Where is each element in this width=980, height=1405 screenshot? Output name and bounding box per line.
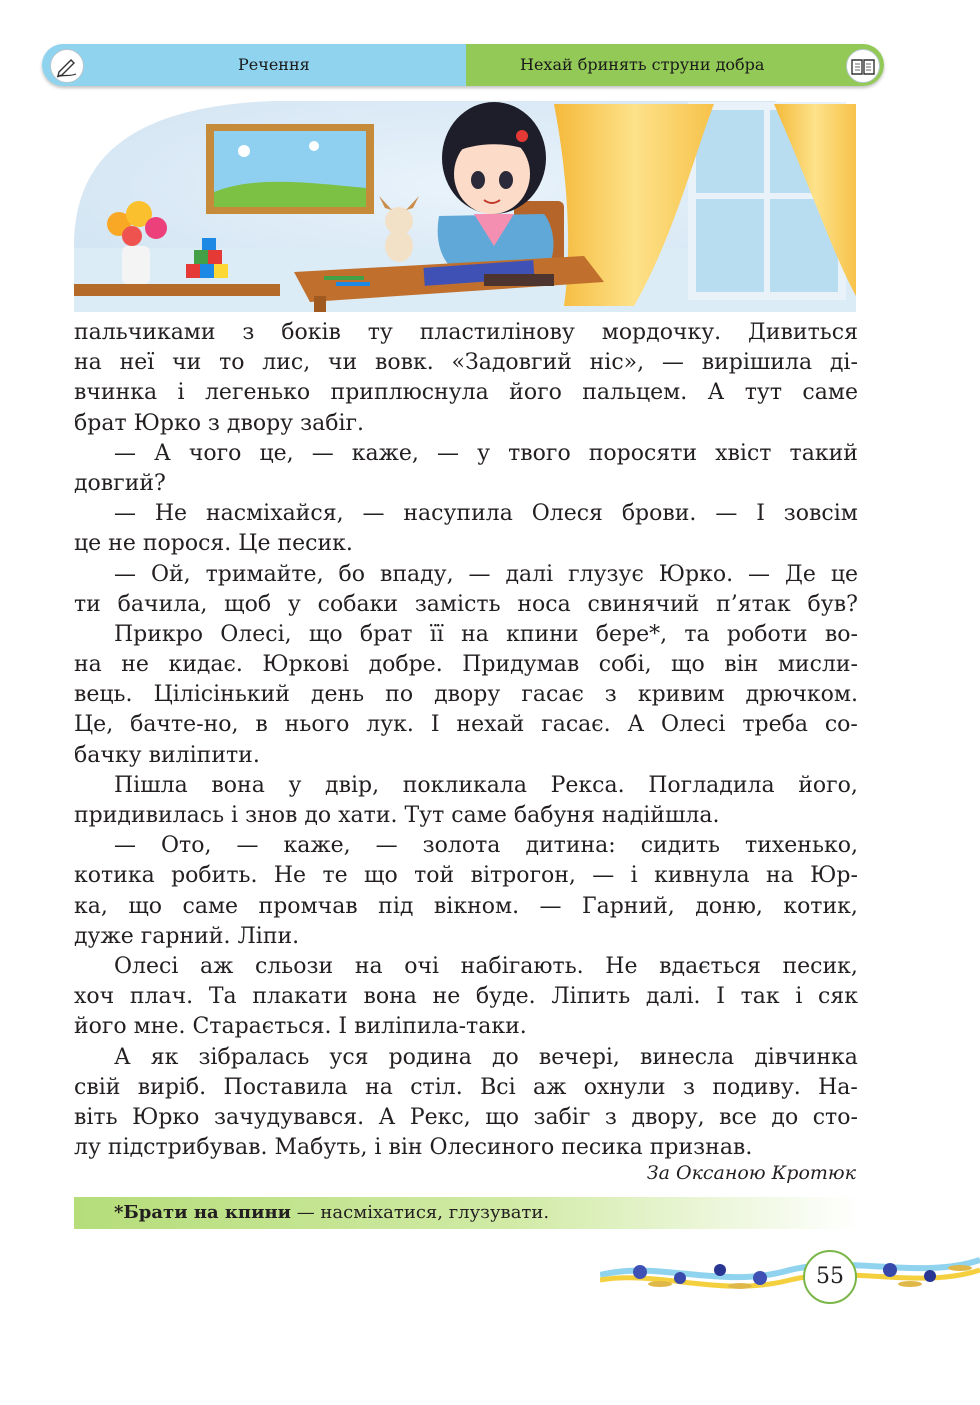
text-line bbox=[74, 348, 858, 378]
word: вітрогон, bbox=[470, 863, 576, 889]
word: Ой, bbox=[150, 561, 191, 587]
word: на bbox=[365, 1074, 393, 1100]
word: її bbox=[429, 621, 444, 647]
word: що bbox=[308, 621, 343, 647]
word: двір, bbox=[325, 772, 380, 798]
word: со- bbox=[824, 712, 858, 738]
word: — bbox=[468, 561, 491, 587]
word: день bbox=[310, 682, 365, 708]
word: пальчиками bbox=[74, 320, 216, 345]
word: що bbox=[128, 893, 163, 919]
word: — bbox=[236, 833, 259, 859]
word: Поставила bbox=[223, 1074, 348, 1100]
word: не bbox=[121, 652, 149, 678]
word: Юркові bbox=[262, 652, 350, 678]
word: чого bbox=[188, 440, 242, 466]
word: пальцем. bbox=[582, 380, 688, 406]
word: забіг bbox=[533, 1104, 591, 1130]
text-line bbox=[74, 590, 858, 620]
word: замість bbox=[414, 591, 501, 617]
word: саме bbox=[182, 893, 239, 919]
word: не bbox=[432, 984, 461, 1010]
word: І bbox=[756, 501, 765, 527]
word: — bbox=[437, 440, 459, 466]
word: котика bbox=[74, 863, 155, 889]
word: — bbox=[715, 501, 738, 527]
word: його, bbox=[798, 772, 858, 798]
word: песик, bbox=[782, 953, 858, 979]
word: Не bbox=[605, 953, 638, 979]
word: що bbox=[364, 863, 398, 889]
word: нього bbox=[284, 712, 350, 738]
word: виріб. bbox=[137, 1074, 207, 1100]
word: Олесі bbox=[661, 712, 726, 738]
word: п’ятак bbox=[716, 591, 791, 617]
text-line bbox=[74, 861, 858, 891]
word: бере*, bbox=[595, 621, 668, 647]
word: носа bbox=[517, 591, 571, 617]
word: гасає bbox=[521, 682, 584, 708]
word: Це, bbox=[74, 712, 114, 738]
word: хвіст bbox=[715, 440, 772, 466]
word: свій bbox=[74, 1074, 121, 1100]
word: плач. bbox=[129, 984, 194, 1010]
word: І bbox=[716, 984, 725, 1010]
text-line bbox=[74, 952, 858, 982]
word: на bbox=[74, 350, 102, 376]
word: очі bbox=[404, 953, 440, 979]
word: стіл. bbox=[410, 1074, 463, 1100]
word: собаки bbox=[317, 591, 398, 617]
story-lines bbox=[74, 318, 858, 1163]
word: треба bbox=[742, 712, 808, 738]
story-text bbox=[74, 318, 858, 1163]
word: дрючком. bbox=[745, 682, 858, 708]
word: лук. bbox=[366, 712, 414, 738]
word: буде. bbox=[475, 984, 536, 1010]
word: А bbox=[707, 380, 725, 406]
footnote-term: *Брати на кпини bbox=[114, 1202, 291, 1223]
word: промчав bbox=[258, 893, 358, 919]
word: кпини bbox=[506, 621, 579, 647]
word: зібралась bbox=[198, 1044, 310, 1070]
word: Всі bbox=[480, 1074, 516, 1100]
word: винесла bbox=[640, 1044, 735, 1070]
text-line bbox=[74, 439, 858, 469]
word: родина bbox=[388, 1044, 472, 1070]
word: вечері, bbox=[538, 1044, 620, 1070]
word: во- bbox=[824, 621, 858, 647]
word: собі, bbox=[598, 652, 652, 678]
word: тут bbox=[744, 380, 782, 406]
word: А bbox=[378, 1104, 396, 1130]
word: — bbox=[114, 501, 136, 527]
word: добре. bbox=[368, 652, 443, 678]
word: плакати bbox=[252, 984, 348, 1010]
text-line bbox=[74, 1073, 858, 1103]
word: був? bbox=[807, 591, 858, 617]
word: — bbox=[311, 440, 334, 466]
word: дівчинка bbox=[754, 1044, 858, 1070]
word: бачила, bbox=[117, 591, 208, 617]
text-line bbox=[74, 710, 858, 740]
word: це bbox=[830, 561, 858, 587]
text-line bbox=[74, 318, 858, 348]
word: — bbox=[375, 833, 398, 859]
word: Де bbox=[784, 561, 816, 587]
word: свинячий bbox=[587, 591, 700, 617]
page-number: 55 bbox=[803, 1250, 857, 1304]
word: саме bbox=[802, 380, 858, 406]
word: бо bbox=[338, 561, 366, 587]
text-line: придивилась і знов до хати. Тут саме бабуня надійшла. bbox=[74, 803, 720, 828]
word: Дивиться bbox=[748, 320, 858, 345]
word: з bbox=[682, 1074, 695, 1100]
word: поросяти bbox=[588, 440, 698, 466]
word: ту bbox=[367, 320, 393, 345]
word: І bbox=[430, 712, 440, 738]
word: каже, bbox=[283, 833, 351, 859]
word: насміхайся, bbox=[205, 501, 344, 527]
word: і bbox=[177, 380, 185, 406]
word: у bbox=[287, 591, 301, 617]
word: ді- bbox=[829, 350, 858, 376]
text-line: брат Юрко з двору забіг. bbox=[74, 410, 365, 436]
text-line bbox=[74, 892, 858, 922]
word: далі. bbox=[645, 984, 701, 1010]
word: в bbox=[255, 712, 268, 738]
word: брат bbox=[359, 621, 413, 647]
word: впаду, bbox=[379, 561, 454, 587]
word: зовсім bbox=[783, 501, 858, 527]
word: з bbox=[604, 1104, 617, 1130]
word: вець. bbox=[74, 682, 133, 708]
word: охнули bbox=[583, 1074, 666, 1100]
word: та bbox=[684, 621, 710, 647]
author-attribution: За Оксаною Кротюк bbox=[646, 1162, 856, 1184]
word: — bbox=[114, 833, 136, 859]
word: мисли- bbox=[777, 652, 858, 678]
word: брови. bbox=[621, 501, 697, 527]
word: кидає. bbox=[168, 652, 243, 678]
word: сяк bbox=[818, 984, 858, 1010]
word: двору bbox=[434, 682, 501, 708]
word: — bbox=[661, 350, 684, 376]
word: сто- bbox=[812, 1104, 858, 1130]
word: сльози bbox=[255, 953, 334, 979]
word: вирішила bbox=[701, 350, 813, 376]
word: вовк. bbox=[375, 350, 434, 376]
word: ти bbox=[74, 591, 101, 617]
word: з bbox=[242, 320, 255, 345]
word: роботи bbox=[726, 621, 808, 647]
word: Не bbox=[154, 501, 188, 527]
word: його bbox=[509, 380, 562, 406]
word: А bbox=[154, 440, 171, 466]
word: такий bbox=[789, 440, 858, 466]
word: На- bbox=[818, 1074, 858, 1100]
word: Та bbox=[208, 984, 237, 1010]
text-line: бачку виліпити. bbox=[74, 742, 260, 768]
word: каже, bbox=[351, 440, 419, 466]
word: то bbox=[219, 350, 245, 376]
word: золота bbox=[422, 833, 501, 859]
word: кривим bbox=[637, 682, 725, 708]
word: на bbox=[74, 652, 102, 678]
word: подиву. bbox=[712, 1074, 801, 1100]
word: Ото, bbox=[161, 833, 212, 859]
word: пластилінову bbox=[419, 320, 575, 345]
word: покликала bbox=[402, 772, 527, 798]
text-line: дуже гарний. Ліпи. bbox=[74, 923, 300, 949]
text-line bbox=[74, 680, 858, 710]
word: він bbox=[724, 652, 759, 678]
word: неї bbox=[119, 350, 155, 376]
text-line bbox=[74, 560, 858, 590]
word: хоч bbox=[74, 984, 115, 1010]
word: кивнула bbox=[654, 863, 750, 889]
word: мордочку. bbox=[601, 320, 722, 345]
word: у bbox=[477, 440, 491, 466]
word: як bbox=[150, 1044, 179, 1070]
text-line bbox=[74, 378, 858, 408]
word: — bbox=[114, 561, 136, 587]
word: з bbox=[604, 682, 617, 708]
page-header bbox=[42, 44, 884, 86]
word: Юрко bbox=[132, 1104, 200, 1130]
word: уся bbox=[329, 1044, 369, 1070]
pen-icon bbox=[50, 49, 84, 83]
word: А bbox=[114, 1044, 131, 1070]
word: це, bbox=[259, 440, 294, 466]
word: Юрко. bbox=[658, 561, 734, 587]
word: все bbox=[719, 1104, 757, 1130]
text-line bbox=[74, 1103, 858, 1133]
word: Рекс, bbox=[409, 1104, 471, 1130]
word: дитина: bbox=[525, 833, 616, 859]
text-line bbox=[74, 620, 858, 650]
word: вікном. bbox=[433, 893, 520, 919]
word: лис, bbox=[262, 350, 311, 376]
chapter-title: Нехай бринять струни добра bbox=[520, 55, 765, 74]
word: приплюснула bbox=[330, 380, 489, 406]
word: під bbox=[378, 893, 414, 919]
word: віть bbox=[74, 1104, 118, 1130]
word: боків bbox=[281, 320, 341, 345]
word: так bbox=[740, 984, 780, 1010]
word: ніс», bbox=[589, 350, 645, 376]
word: А bbox=[627, 712, 645, 738]
word: Придумав bbox=[462, 652, 580, 678]
text-line bbox=[74, 499, 858, 529]
word: доню, bbox=[695, 893, 763, 919]
word: вчинка bbox=[74, 380, 158, 406]
girl-sculpting-illustration bbox=[74, 96, 856, 312]
word: і bbox=[795, 984, 803, 1010]
word: аж bbox=[532, 1074, 567, 1100]
word: Прикро bbox=[114, 621, 204, 647]
footnote-definition: — насміхатися, глузувати. bbox=[290, 1202, 550, 1223]
word: Ліпить bbox=[551, 984, 631, 1010]
text-line bbox=[74, 771, 858, 801]
word: твого bbox=[508, 440, 571, 466]
text-line: це не порося. Це песик. bbox=[74, 531, 353, 557]
word: Не bbox=[273, 863, 307, 889]
book-icon bbox=[846, 49, 880, 83]
word: Погладила bbox=[648, 772, 775, 798]
footnote-box bbox=[74, 1197, 860, 1229]
word: Гарний, bbox=[582, 893, 675, 919]
word: Олесі bbox=[114, 953, 179, 979]
word: — bbox=[539, 893, 562, 919]
word: до bbox=[771, 1104, 799, 1130]
word: Юр- bbox=[810, 863, 858, 889]
word: нехай bbox=[456, 712, 525, 738]
word: і bbox=[630, 863, 638, 889]
floral-ribbon-decoration bbox=[600, 1240, 980, 1310]
word: — bbox=[592, 863, 615, 889]
word: на bbox=[765, 863, 794, 889]
word: чи bbox=[172, 350, 202, 376]
word: Олеся bbox=[531, 501, 603, 527]
word: набігають. bbox=[460, 953, 584, 979]
word: вона bbox=[211, 772, 265, 798]
word: далі bbox=[505, 561, 554, 587]
section-title: Речення bbox=[238, 55, 310, 74]
word: Рекса. bbox=[550, 772, 625, 798]
text-line bbox=[74, 982, 858, 1012]
word: той bbox=[414, 863, 455, 889]
text-line bbox=[74, 1043, 858, 1073]
word: те bbox=[322, 863, 348, 889]
word: тихенько, bbox=[745, 833, 858, 859]
word: — bbox=[362, 501, 385, 527]
word: насупила bbox=[403, 501, 513, 527]
word: легенько bbox=[204, 380, 311, 406]
word: вдається bbox=[659, 953, 761, 979]
footnote-text bbox=[114, 1202, 549, 1223]
word: по bbox=[385, 682, 414, 708]
word: аж bbox=[200, 953, 234, 979]
word: глузує bbox=[568, 561, 644, 587]
word: — bbox=[114, 440, 136, 466]
word: «Задовгий bbox=[451, 350, 572, 376]
text-line bbox=[74, 650, 858, 680]
word: у bbox=[288, 772, 302, 798]
word: котик, bbox=[783, 893, 858, 919]
text-line: його мне. Старається. І виліпила-таки. bbox=[74, 1014, 527, 1040]
word: зачудувався. bbox=[213, 1104, 365, 1130]
text-line: лу підстрибував. Мабуть, і він Олесиного песика признав. bbox=[74, 1135, 753, 1161]
word: ка, bbox=[74, 893, 108, 919]
word: Цілісінький bbox=[153, 682, 290, 708]
word: чи bbox=[328, 350, 358, 376]
word: що bbox=[671, 652, 705, 678]
word: гасає. bbox=[541, 712, 611, 738]
word: Олесі, bbox=[220, 621, 292, 647]
word: — bbox=[748, 561, 771, 587]
word: тримайте, bbox=[205, 561, 324, 587]
word: Пішла bbox=[114, 772, 188, 798]
word: вона bbox=[363, 984, 417, 1010]
word: бачте-но, bbox=[130, 712, 239, 738]
text-line: довгий? bbox=[74, 470, 166, 496]
word: двору, bbox=[631, 1104, 705, 1130]
word: щоб bbox=[224, 591, 272, 617]
word: на bbox=[354, 953, 383, 979]
word: на bbox=[461, 621, 489, 647]
word: сидить bbox=[640, 833, 721, 859]
word: що bbox=[485, 1104, 519, 1130]
word: до bbox=[491, 1044, 519, 1070]
word: робить. bbox=[171, 863, 258, 889]
text-line bbox=[74, 831, 858, 861]
